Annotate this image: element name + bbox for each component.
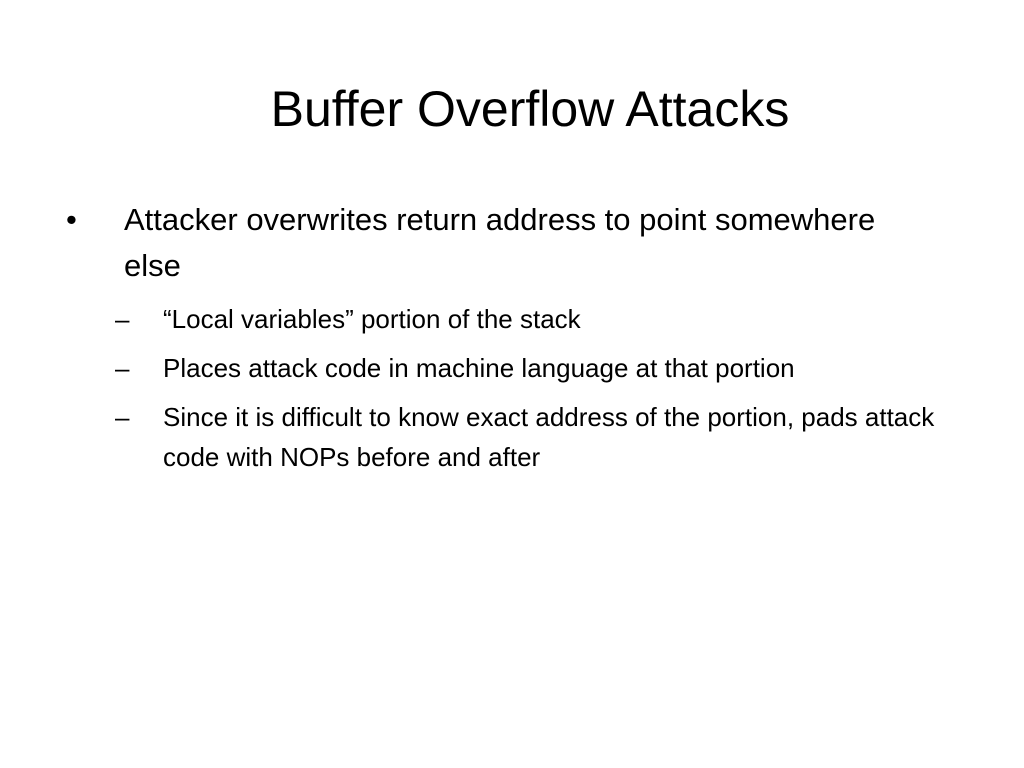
sub-bullet-marker: –: [115, 353, 130, 383]
sub-bullet-item: [115, 348, 953, 388]
sub-bullet-marker: –: [115, 402, 130, 432]
slide-title: Buffer Overflow Attacks: [270, 81, 790, 137]
bullet-marker: •: [66, 202, 77, 237]
sub-bullet-text: Since it is difficult to know exact address of the portion, pads attack code with NOPs before and after: [163, 402, 935, 472]
bullet-text: Attacker overwrites return address to point somewhere else: [124, 202, 876, 283]
sub-bullet-item: [115, 299, 953, 339]
bullet-item: [66, 197, 884, 289]
sub-bullet-text: Places attack code in machine language at that portion: [163, 353, 795, 383]
sub-bullet-marker: –: [115, 304, 130, 334]
sub-bullet-item: [115, 397, 953, 477]
sub-bullet-text: “Local variables” portion of the stack: [163, 304, 581, 334]
